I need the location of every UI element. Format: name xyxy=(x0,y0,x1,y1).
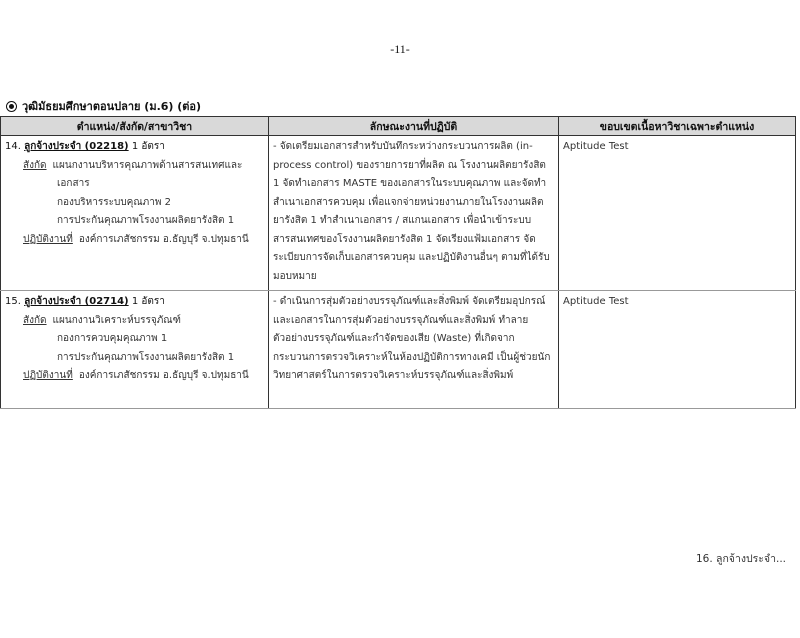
workplace-line xyxy=(5,367,264,386)
affiliation-line: เอกสาร xyxy=(57,178,90,189)
workplace-line xyxy=(5,231,264,250)
duties-cell: - ดำเนินการสุ่มตัวอย่างบรรจุภัณฑ์และสิ่งพิมพ์ จัดเตรียมอุปกรณ์และเอกสารในการสุ่มตัวอย่างบรรจุภัณฑ์และสิ่งพิมพ์ ทำลายตัวอย่างบรรจุภัณฑ์และกำจัดของเสีย (Waste) ที่เกิดจากกระบวนการตรวจวิเคราะห์ในห้องปฏิบัติการทางเคมี เป็นผู้ช่วยนักวิทยาศาสตร์ในการตรวจวิเคราะห์บรรจุภัณฑ์และสิ่งพิมพ์ xyxy=(269,291,559,409)
position-title: ลูกจ้างประจำ (02218) xyxy=(24,141,129,152)
affiliation-value: แผนกงานบริหารคุณภาพด้านสารสนเทศและ xyxy=(52,159,243,171)
position-cell xyxy=(1,136,269,291)
exam-scope-cell: Aptitude Test xyxy=(559,291,796,409)
affiliation-label: สังกัด xyxy=(23,159,47,171)
page-number: -11- xyxy=(390,42,410,56)
header-duties: ลักษณะงานที่ปฏิบัติ xyxy=(269,117,559,136)
affiliation-line: การประกันคุณภาพโรงงานผลิตยารังสิต 1 xyxy=(57,215,235,226)
continuation-note: 16. ลูกจ้างประจำ... xyxy=(695,553,786,565)
affiliation-line: การประกันคุณภาพโรงงานผลิตยารังสิต 1 xyxy=(57,351,235,363)
affiliation-line xyxy=(5,157,264,176)
position-number: 14. xyxy=(5,141,21,152)
header-position: ตำแหน่ง/สังกัด/สาขาวิชา xyxy=(1,117,269,136)
position-heading xyxy=(5,138,264,157)
section-title-text: วุฒิมัธยมศึกษาตอนปลาย (ม.6) (ต่อ) xyxy=(22,100,202,113)
positions-table xyxy=(0,116,796,409)
affiliation-line: กองการควบคุมคุณภาพ 1 xyxy=(57,333,168,344)
table-row xyxy=(1,291,796,409)
header-exam-scope: ขอบเขตเนื้อหาวิชาเฉพาะตำแหน่ง xyxy=(559,117,796,136)
table-row xyxy=(1,136,796,291)
affiliation-value: แผนกงานวิเคราะห์บรรจุภัณฑ์ xyxy=(52,314,181,326)
position-cell xyxy=(1,291,269,409)
workplace-label: ปฏิบัติงานที่ xyxy=(23,233,73,245)
workplace-label: ปฏิบัติงานที่ xyxy=(23,370,73,381)
position-heading xyxy=(5,293,264,312)
affiliation-line xyxy=(5,312,264,331)
position-title: ลูกจ้างประจำ (02714) xyxy=(24,296,129,307)
position-number: 15. xyxy=(5,296,21,307)
workplace-value: องค์การเภสัชกรรม อ.ธัญบุรี จ.ปทุมธานี xyxy=(78,233,249,245)
exam-scope-cell: Aptitude Test xyxy=(559,136,796,291)
table-header-row xyxy=(1,117,796,136)
position-count: 1 อัตรา xyxy=(131,141,165,152)
workplace-value: องค์การเภสัชกรรม อ.ธัญบุรี จ.ปทุมธานี xyxy=(78,370,249,381)
section-title xyxy=(6,97,201,115)
affiliation-line: กองบริหารระบบคุณภาพ 2 xyxy=(57,196,171,208)
affiliation-label: สังกัด xyxy=(23,314,47,326)
duties-cell: - จัดเตรียมเอกสารสำหรับบันทึกระหว่างกระบวนการผลิต (in-process control) ของรายการยาที่ผลิต ณ โรงงานผลิตยารังสิต 1 จัดทำเอกสาร MASTE ของเอกสารในระบบคุณภาพ และจัดทำสำเนาเอกสารควบคุม เพื่อแจกจ่ายหน่วยงานภายในโรงงานผลิตยารังสิต 1 ทำสำเนาเอกสาร / สแกนเอกสาร เพื่อนำเข้าระบบสารสนเทศของโรงงานผลิตยารังสิต 1 จัดเรียงแฟ้มเอกสาร จัดระเบียบการจัดเก็บเอกสารควบคุม และปฏิบัติงานอื่นๆ ตามที่ได้รับมอบหมาย xyxy=(269,136,559,291)
radio-bullet-icon xyxy=(6,101,17,112)
position-count: 1 อัตรา xyxy=(131,296,165,307)
